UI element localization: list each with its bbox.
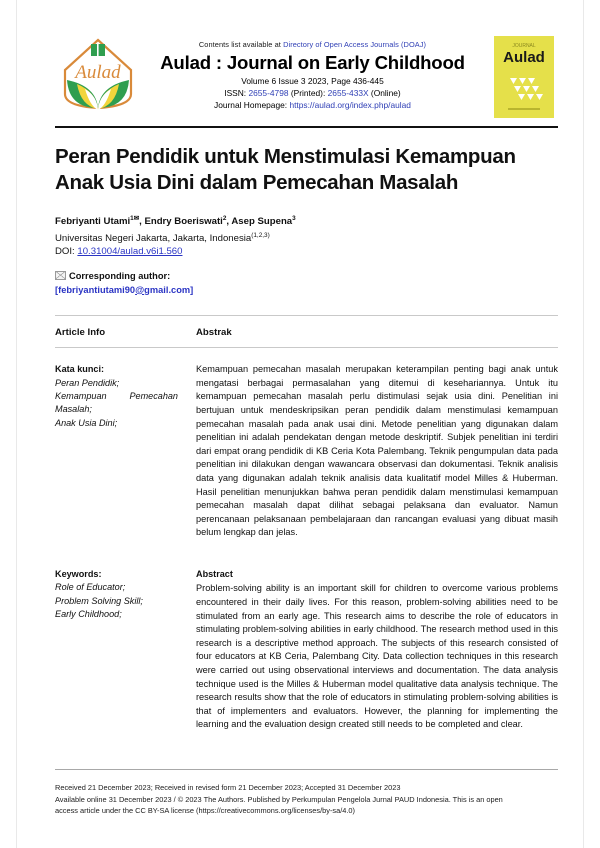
- affiliation-text: Universitas Negeri Jakarta, Jakarta, Indonesia: [55, 232, 252, 244]
- abstract-en-header: Abstract: [196, 568, 233, 579]
- footer-rule: [55, 769, 558, 770]
- doi-line: [55, 245, 558, 259]
- abstract-row-id: [55, 348, 558, 540]
- abstrak-header-cell: [196, 322, 558, 340]
- article-info-header-cell: [55, 322, 196, 340]
- doaj-link[interactable]: Directory of Open Access Journals (DOAJ): [283, 40, 427, 49]
- page-title: Peran Pendidik untuk Menstimulasi Kemampuan Anak Usia Dini dalam Pemecahan Masalah: [55, 145, 516, 195]
- issn-printed: 2655-4798: [248, 88, 289, 98]
- masthead-center: [141, 34, 484, 111]
- abstract-id-text: Kemampuan pemecahan masalah merupakan keterampilan penting bagi anak untuk mengatasi berbagai permasalahan yang ditemui di kesehariannya. Untuk itu kemampuan pemecahan masalah perlu distimulasi sejak usia dini. Penelitian ini bertujuan untuk mendeskripsikan peran pendidik dalam menstimulasi kemampuan pemecahan masalah pada anak usai dini. Metode penelitian yang digunakan dalam penelitian ini adalah pendekatan dengan metode deskriptif. Subjek penelitian ini terdiri dari empat orang pendidik di KB Ceria Kota Palembang. Teknik pengumpulan data pada penelitian ini dilakukan dengan wawancara observasi dan dokumentasi. Teknik analisis data yang digunakan adalah teknik analisis data kualitatif model Milles & Huberman. Hasil penelitian menunjukkan bahwa peran pendidik dalam menstimulasi kemampuan pemecahan masalah dapat dilihat sebagai pelaksana dan evaluator. Namun perencanaan pelaksanaan pembelajaraan dan rancangan evaluasi yang dibuat masih belum lengkap dan jelas.: [196, 364, 558, 538]
- footer-license-line-1: Available online 31 December 2023 / © 2023 The Authors. Published by Perkumpulan Pengelola Jurnal PAUD Indonesia. This is an open: [55, 794, 503, 804]
- abstrak-header: Abstrak: [196, 327, 232, 339]
- keyword-id-1: Peran Pendidik;: [55, 377, 120, 388]
- author-2: Endry Boeriswati: [144, 216, 223, 228]
- volume-issue-line: Volume 6 Issue 3 2023, Page 436-445: [241, 76, 384, 86]
- doi-label: DOI:: [55, 246, 78, 258]
- journal-title: Aulad : Journal on Early Childhood: [160, 52, 465, 73]
- author-3: Asep Supena: [231, 216, 293, 228]
- author-1: Febriyanti Utami: [55, 216, 131, 228]
- aulad-cover-thumbnail: [490, 34, 558, 120]
- footer-license-line-2: access article under the CC BY-SA license (https://creativecommons.org/licenses/by-sa/4.0): [55, 806, 355, 816]
- article-info-header: Article Info: [55, 327, 106, 339]
- abstract-en-text: Problem-solving ability is an important skill for children to overcome various problems encountered in their daily lives. For this reason, problem-solving abilities need to be stimulated from an early age. This research aims to describe the role of educators in stimulating problem-solving abilities in early childhood. The research method used in this research is a descriptive method approach. The subjects of this research consisted of four educators at KB Ceria, Palembang City. Data collection techniques in this research were carried out using observational interviews and documentation. The data analysis technique used is the Milles & Huberman model qualitative data analysis technique. The research results show that the role of educators in stimulating problem-solving abilities is that of implementers and evaluators. However, the planning for implementing the learning and the evaluation design created still needs to be completed and clear.: [196, 583, 558, 730]
- keywords-en-cell: [55, 568, 196, 732]
- keywords-id-title: Kata kunci:: [55, 364, 105, 375]
- author-list: Febriyanti Utami$^{1✉}$, Endry Boeriswati$^2$, Asep Supena$^3$: [55, 215, 296, 228]
- page-content: [55, 0, 558, 732]
- contents-prefix: Contents list available at: [198, 40, 284, 49]
- masthead: [55, 0, 558, 120]
- footer: [55, 769, 558, 817]
- keyword-en-2: Problem Solving Skill;: [55, 595, 143, 606]
- svg-text:JOURNAL: JOURNAL: [512, 43, 536, 49]
- svg-text:Aulad: Aulad: [503, 49, 545, 66]
- corresponding-email-at: @: [135, 284, 145, 295]
- keyword-id-2: Kemampuan Pemecahan: [55, 391, 178, 402]
- affiliation-sup: (1,2,3): [251, 231, 270, 239]
- issn-online: 2655-433X: [327, 88, 369, 98]
- keywords-en-title: Keywords:: [55, 568, 102, 579]
- keyword-en-3: Early Childhood;: [55, 609, 122, 620]
- homepage-label: Journal Homepage:: [214, 100, 290, 110]
- issn-prefix: ISSN:: [224, 88, 249, 98]
- corresponding-email-rest: gmail.com]: [144, 284, 194, 295]
- abstract-id-cell: [196, 363, 558, 540]
- corresponding-email-open: [febriyantiutami90: [55, 284, 136, 295]
- corresponding-author-line: [55, 270, 558, 284]
- issn-printed-label: (Printed):: [288, 88, 328, 98]
- author-2-sup: 2: [222, 215, 227, 223]
- contents-list-line: [141, 39, 484, 50]
- affiliation: [55, 229, 558, 246]
- abstract-table-header-row: [55, 316, 558, 347]
- aulad-journal-logo: [55, 34, 141, 114]
- envelope-icon: [55, 271, 66, 280]
- abstract-row-en: [55, 540, 558, 732]
- page-edge-right: [583, 0, 584, 848]
- journal-cover-icon: [490, 34, 558, 120]
- abstract-en-cell: [196, 568, 558, 732]
- masthead-rule: [55, 126, 558, 128]
- homepage-line: [141, 99, 484, 111]
- page-edge-left: [16, 0, 17, 848]
- abstract-table: [55, 315, 558, 732]
- keyword-id-3: Masalah;: [55, 404, 92, 415]
- corresponding-label: Corresponding author:: [69, 271, 171, 282]
- homepage-link[interactable]: https://aulad.org/index.php/aulad: [289, 100, 411, 110]
- author-1-sup: 1✉: [130, 215, 140, 223]
- footer-dates: Received 21 December 2023; Received in revised form 21 December 2023; Accepted 31 December 2023: [55, 783, 401, 793]
- keyword-en-1: Role of Educator;: [55, 582, 126, 593]
- keywords-id-cell: [55, 363, 196, 540]
- issn-online-label: (Online): [368, 88, 401, 98]
- issn-line: [141, 87, 484, 99]
- doi-link[interactable]: 10.31004/aulad.v6i1.560: [77, 246, 183, 258]
- author-3-sup: 3: [292, 215, 296, 223]
- aulad-logo-icon: [55, 34, 141, 114]
- keyword-id-4: Anak Usia Dini;: [55, 417, 118, 428]
- svg-text:Aulad: Aulad: [75, 62, 121, 83]
- corresponding-email[interactable]: [55, 284, 558, 298]
